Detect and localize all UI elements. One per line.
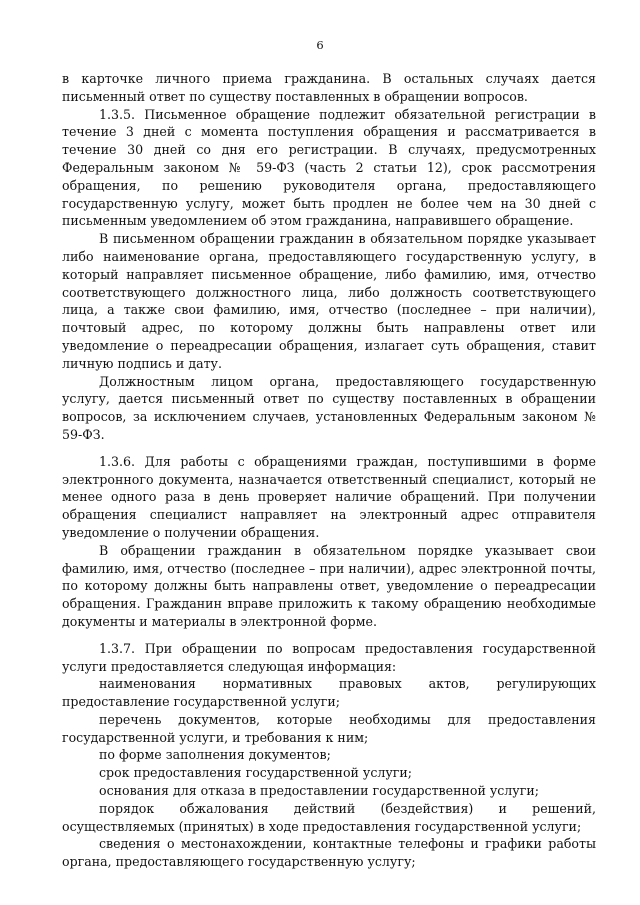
list-item-documents: перечень документов, которые необходимы для предоставления государственной услуги, и требования к ним; xyxy=(62,711,596,745)
document-body xyxy=(62,70,596,871)
list-item-form-filling: по форме заполнения документов; xyxy=(99,747,331,763)
paragraph-written-appeal-requirements: В письменном обращении гражданин в обязательном порядке указывает либо наименование органа, предоставляющего государственную услугу, в который направляет письменное обращение, либо фамилию, имя, отчество соответствующего должностного лица, либо должность соответствующего лица, а также свои фамилию, имя, отчество (последнее – при наличии), почтовый адрес, по которому должны быть направлены ответ или уведомление о переадресации обращения, излагает суть обращения, ставит личную подпись и дату. xyxy=(62,231,596,371)
list-item-contact-info: сведения о местонахождении, контактные телефоны и графики работы органа, предоставляющего государственную услугу; xyxy=(62,836,596,870)
paragraph-official-reply: Должностным лицом органа, предоставляющего государственную услугу, дается письменный ответ по существу поставленных в обращении вопросов, за исключением случаев, установленных Федеральным законом № 59-ФЗ. xyxy=(62,373,596,442)
list-item-service-term: срок предоставления государственной услуги; xyxy=(99,765,413,781)
paragraph-electronic-appeal-requirements: В обращении гражданин в обязательном порядке указывает свои фамилию, имя, отчество (последнее – при наличии), адрес электронной почты, по которому должны быть направлены ответ, уведомление о переадресации обращения. Гражданин вправе приложить к такому обращению необходимые документы и материалы в электронной форме. xyxy=(62,542,596,629)
page-number: 6 xyxy=(316,38,324,52)
list-item-appeal-procedure: порядок обжалования действий (бездействия) и решений, осуществляемых (принятых) в ходе предоставления государственной услуги; xyxy=(62,800,596,834)
paragraph-1-3-7: 1.3.7. При обращении по вопросам предоставления государственной услуги предоставляется следующая информация: xyxy=(62,640,596,674)
paragraph-continuation: в карточке личного приема гражданина. В остальных случаях дается письменный ответ по существу поставленных в обращении вопросов. xyxy=(62,71,596,104)
list-item-normative-acts: наименования нормативных правовых актов, регулирующих предоставление государственной услуги; xyxy=(62,676,596,710)
paragraph-1-3-5: 1.3.5. Письменное обращение подлежит обязательной регистрации в течение 3 дней с момента поступления обращения и рассматривается в течение 30 дней со дня его регистрации. В случаях, предусмотренных Федеральным законом № 59-ФЗ (часть 2 статьи 12), срок рассмотрения обращения, по решению руководителя органа, предоставляющего государственную услугу, может быть продлен не более чем на 30 дней с письменным уведомлением об этом гражданина, направившего обращение. xyxy=(62,106,596,229)
list-item-refusal-grounds: основания для отказа в предоставлении государственной услуги; xyxy=(99,783,539,799)
paragraph-1-3-6: 1.3.6. Для работы с обращениями граждан, поступившими в форме электронного документа, назначается ответственный специалист, который не менее одного раза в день проверяет наличие обращений. При получении обращения специалист направляет на электронный адрес отправителя уведомление о получении обращения. xyxy=(62,453,596,540)
